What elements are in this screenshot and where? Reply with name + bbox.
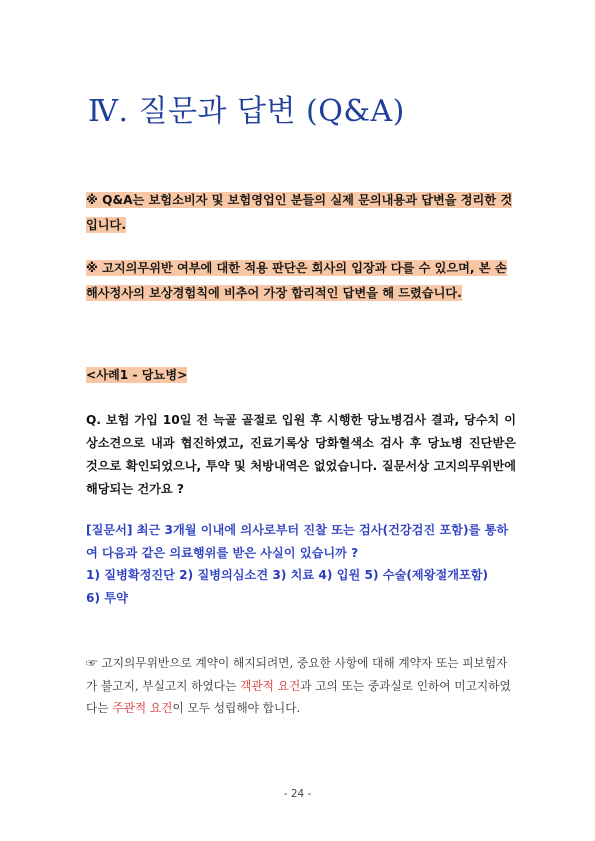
page-number: - 24 - [283,788,312,800]
subjective-requirement: 주관적 요건 [112,701,173,715]
question-text: Q. 보험 가입 10일 전 늑골 골절로 입원 후 시행한 당뇨병검사 결과, 당수치 이상소견으로 내과 협진하였고, 진료기록상 당화혈색소 검사 후 당뇨병 진단받은 것으로 확인되었으나, 투약 및 처방내역은 없었습니다. 질문서상 고지의무위반에 해당되는 건가요 ? [86,413,516,496]
section-title: Ⅳ. 질문과 답변 (Q&A) [88,94,405,129]
questionnaire-options: 1) 질병확정진단 2) 질병의심소견 3) 치료 4) 입원 5) 수술(제왕절개포함) [86,568,489,582]
answer-text: 이 모두 성립해야 합니다. [172,701,301,715]
note-text: ※ 고지의무위반 여부에 대한 적용 판단은 회사의 입장과 다를 수 있으며, 본 손해사정사의 보상경험칙에 비추어 가장 합리적인 답변을 해 드렸습니다. [86,261,507,300]
answer-text: 과 고의 또는 중과실로 인하여 미고지하였다는 [86,678,511,715]
note-qa-purpose [86,188,514,238]
note-text: ※ Q&A는 보험소비자 및 보험영업인 분들의 실제 문의내용과 답변을 정리한 것입니다. [86,193,513,232]
questionnaire-options-cont: 6) 투약 [86,590,128,605]
answer-text: ☞ 고지의무위반으로 계약이 해지되려면, 중요한 사항에 대해 계약자 또는 피보험자가 불고지, 부실고지 하였다는 [86,656,508,693]
question-block [86,409,516,501]
case-heading-label: <사례1 - 당뇨병> [86,368,188,382]
note-disclaimer [86,256,514,306]
objective-requirement: 객관적 요건 [240,678,301,693]
questionnaire-line: [질문서] 최근 3개월 이내에 의사로부터 진찰 또는 검사(건강검진 포함)를 통하여 다음과 같은 의료행위를 받은 사실이 있습니까 ? [86,523,509,560]
case-heading [86,366,187,383]
answer-block [86,652,516,720]
questionnaire-block [86,519,516,609]
